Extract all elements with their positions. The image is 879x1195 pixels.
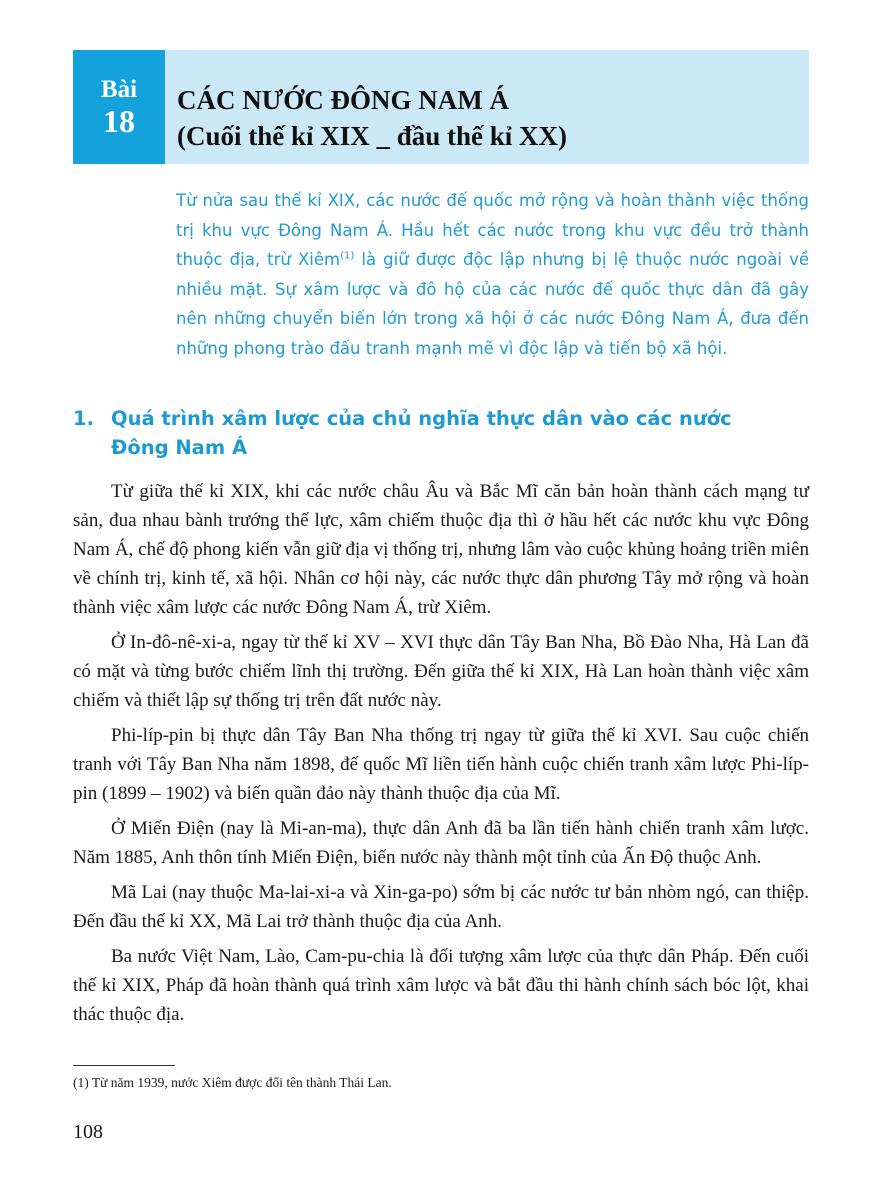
paragraph: Ba nước Việt Nam, Lào, Cam-pu-chia là đối tượng xâm lược của thực dân Pháp. Đến cuối thế kỉ XIX, Pháp đã hoàn thành quá trình xâm lược và bắt đầu thi hành chính sách bóc lột, khai thác thuộc địa. — [73, 946, 809, 1025]
section-number: 1. — [73, 407, 94, 430]
paragraph: Từ giữa thế kỉ XIX, khi các nước châu Âu và Bắc Mĩ căn bản hoàn thành cách mạng tư sản, đua nhau bành trướng thế lực, xâm chiếm thuộc địa thì ở hầu hết các nước khu vực Đông Nam Á, chế độ phong kiến vẫn giữ địa vị thống trị, nhưng lâm vào cuộc khủng hoảng triền miên về chính trị, kinh tế, xã hội. Nhân cơ hội này, các nước thực dân phương Tây mở rộng và hoàn thành việc xâm lược các nước Đông Nam Á, trừ Xiêm. — [73, 481, 809, 618]
intro-text-before: Từ nửa sau thế kỉ XIX, các nước đế quốc mở rộng và hoàn thành việc thống trị khu vực Đông Nam Á. Hầu hết các nước trong khu vực đều trở thành thuộc địa, trừ Xiêm — [176, 191, 809, 269]
paragraph: Ở In-đô-nê-xi-a, ngay từ thế kỉ XV – XVI thực dân Tây Ban Nha, Bồ Đào Nha, Hà Lan đã có mặt và từng bước chiếm lĩnh thị trường. Đến giữa thế kỉ XIX, Hà Lan hoàn thành việc xâm chiếm và thiết lập sự thống trị trên đất nước này. — [73, 632, 809, 711]
intro-text-after: là giữ được độc lập nhưng bị lệ thuộc nước ngoài về nhiều mặt. Sự xâm lược và đô hộ của các nước đế quốc thực dân đã gây nên những chuyển biến lớn trong xã hội ở các nước Đông Nam Á, đưa đến những phong trào đấu tranh mạnh mẽ vì độc lập và tiến bộ xã hội. — [176, 250, 809, 358]
section-heading — [73, 404, 809, 462]
section-title-line1: Quá trình xâm lược của chủ nghĩa thực dân vào các nước — [111, 407, 732, 430]
lesson-number: 18 — [103, 103, 135, 139]
footnote-reference[interactable]: (1) — [340, 250, 355, 262]
footnote-divider — [73, 1065, 175, 1066]
lesson-word: Bài — [100, 76, 138, 103]
section-title-line2: Đông Nam Á — [111, 436, 248, 459]
intro-paragraph — [176, 186, 809, 363]
paragraph: Ở Miến Điện (nay là Mi-an-ma), thực dân Anh đã ba lần tiến hành chiến tranh xâm lược. Năm 1885, Anh thôn tính Miến Điện, biến nước này thành một tỉnh của Ấn Độ thuộc Anh. — [73, 818, 809, 868]
lesson-title-line1: CÁC NƯỚC ĐÔNG NAM Á — [177, 85, 509, 115]
lesson-title — [165, 50, 567, 164]
lesson-header — [73, 50, 809, 164]
paragraph: Mã Lai (nay thuộc Ma-lai-xi-a và Xin-ga-po) sớm bị các nước tư bản nhòm ngó, can thiệp. Đến đầu thế kỉ XX, Mã Lai trở thành thuộc địa của Anh. — [73, 882, 809, 932]
lesson-number-badge — [73, 50, 165, 164]
body-text — [73, 477, 809, 1035]
page-number: 108 — [73, 1121, 103, 1143]
paragraph: Phi-líp-pin bị thực dân Tây Ban Nha thống trị ngay từ giữa thế kỉ XVI. Sau cuộc chiến tranh với Tây Ban Nha năm 1898, đế quốc Mĩ liền tiến hành cuộc chiến tranh xâm lược Phi-líp-pin (1899 – 1902) và biến quần đảo này thành thuộc địa của Mĩ. — [73, 725, 809, 804]
lesson-title-line2: (Cuối thế kỉ XIX _ đầu thế kỉ XX) — [177, 121, 568, 151]
footnote: (1) Từ năm 1939, nước Xiêm được đổi tên thành Thái Lan. — [73, 1075, 392, 1090]
